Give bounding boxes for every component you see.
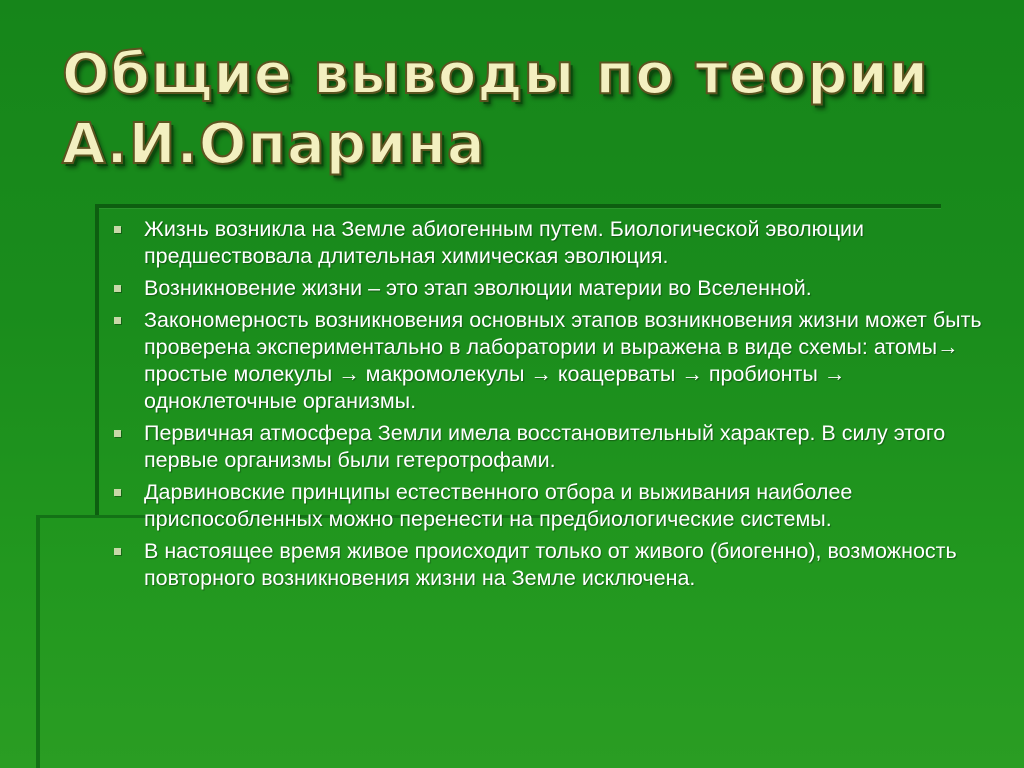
square-bullet-icon	[114, 226, 121, 233]
square-bullet-icon	[114, 317, 121, 324]
bullet-text-6: В настоящее время живое происходит только от живого (биогенно), возможность повторного возникновения жизни на Земле исключена.	[144, 539, 957, 590]
decorative-frame-left	[95, 204, 99, 518]
bullet-text-1: Жизнь возникла на Земле абиогенным путем. Биологической эволюции предшествовала длительная химическая эволюция.	[144, 217, 865, 268]
bullet-text-4: Первичная атмосфера Земли имела восстановительный характер. В силу этого первые организмы были гетеротрофами.	[144, 421, 946, 472]
bullet-text-5: Дарвиновские принципы естественного отбора и выживания наиболее приспособленных можно перенести на предбиологические системы.	[144, 480, 853, 531]
bullet-text-3: Закономерность возникновения основных этапов возникновения жизни может быть проверена экспериментально в лаборатории и выражена в виде схемы: атомы→ простые молекулы → макромолекулы → коацерваты → пробионты → одноклеточные организмы.	[144, 308, 982, 413]
slide-title-line-1: Общие выводы по теории	[62, 42, 929, 107]
decorative-frame-top	[95, 204, 941, 208]
square-bullet-icon	[114, 430, 121, 437]
bullet-item-3	[108, 307, 988, 415]
square-bullet-icon	[114, 548, 121, 555]
square-bullet-icon	[114, 489, 121, 496]
bullet-item-4	[108, 420, 988, 474]
bullet-list	[108, 216, 988, 597]
bullet-text-2: Возникновение жизни – это этап эволюции материи во Вселенной.	[144, 276, 812, 300]
slide-title	[62, 40, 1002, 180]
bullet-item-2	[108, 275, 988, 302]
bullet-item-1	[108, 216, 988, 270]
decorative-frame-left-lower	[36, 515, 40, 768]
bullet-item-6	[108, 538, 988, 592]
square-bullet-icon	[114, 285, 121, 292]
bullet-item-5	[108, 479, 988, 533]
slide-title-line-2: А.И.Опарина	[62, 112, 486, 177]
